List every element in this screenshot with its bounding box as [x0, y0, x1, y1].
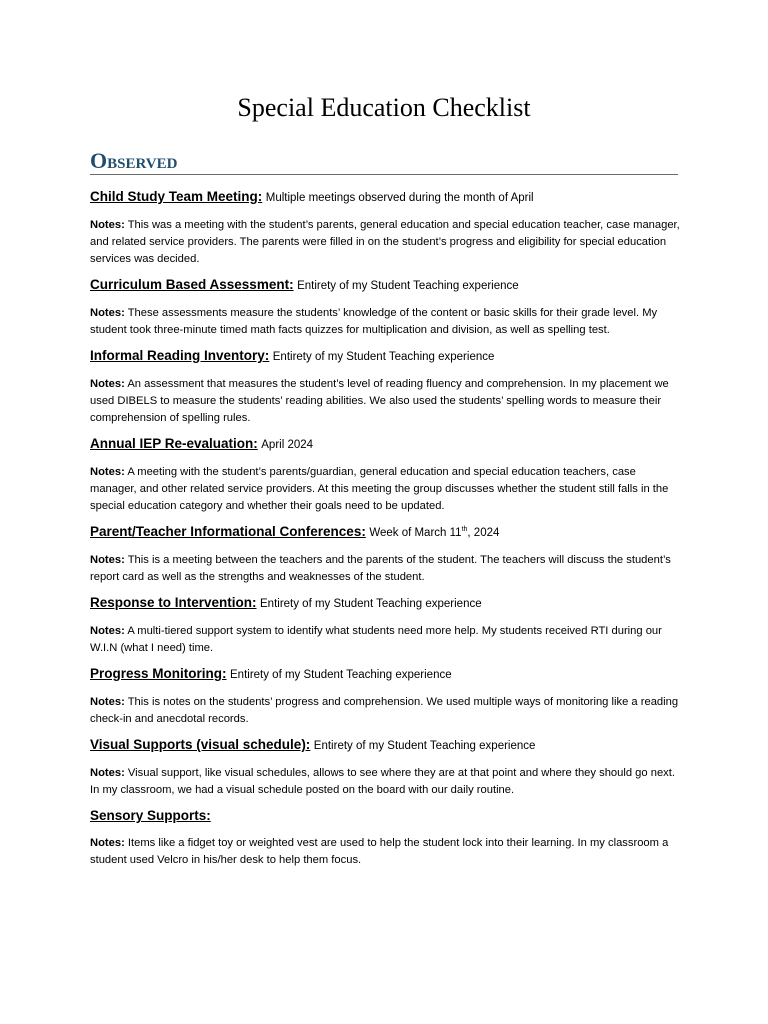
item-title: Child Study Team Meeting:	[90, 189, 263, 204]
checklist-item	[90, 806, 680, 869]
notes-label: Notes:	[90, 307, 125, 319]
checklist-items	[90, 187, 680, 876]
item-detail-year: , 2024	[467, 527, 500, 539]
notes-label: Notes:	[90, 466, 125, 478]
item-title: Curriculum Based Assessment:	[90, 277, 294, 292]
item-notes	[90, 217, 680, 268]
checklist-item	[90, 346, 680, 427]
item-title: Response to Intervention:	[90, 595, 257, 610]
notes-text: A multi-tiered support system to identify what students need more help. My students received RTI during our W.I.N (what I need) time.	[90, 625, 662, 654]
item-notes	[90, 552, 680, 586]
notes-label: Notes:	[90, 554, 125, 566]
item-title: Visual Supports (visual schedule):	[90, 737, 311, 752]
section-heading-observed: Observed	[90, 148, 178, 173]
checklist-item	[90, 434, 680, 515]
item-heading	[90, 806, 680, 826]
ordinal-suffix: th	[461, 526, 468, 534]
checklist-item	[90, 187, 680, 268]
item-detail: April 2024	[261, 439, 314, 451]
item-detail: Multiple meetings observed during the month of April	[265, 192, 534, 204]
section-divider	[90, 174, 678, 175]
item-detail: Entirety of my Student Teaching experience	[297, 280, 519, 292]
item-heading	[90, 187, 680, 208]
item-title: Progress Monitoring:	[90, 666, 227, 681]
item-title: Sensory Supports:	[90, 808, 211, 823]
notes-text: An assessment that measures the student’s level of reading fluency and comprehension. In my placement we used DIBELS to measure the students’ reading abilities. We also used the students’ spelling words to measure their comprehension of spelling rules.	[90, 378, 669, 424]
item-notes	[90, 464, 680, 515]
item-detail: Entirety of my Student Teaching experience	[272, 351, 495, 363]
item-detail: Entirety of my Student Teaching experience	[313, 740, 536, 752]
item-title: Informal Reading Inventory:	[90, 348, 270, 363]
notes-label: Notes:	[90, 219, 125, 231]
item-detail: Entirety of my Student Teaching experience	[260, 598, 482, 610]
notes-text: Items like a fidget toy or weighted vest are used to help the student lock into their learning. In my classroom a student used Velcro in his/her desk to help them focus.	[90, 837, 669, 866]
document-title: Special Education Checklist	[237, 93, 531, 122]
notes-text: These assessments measure the students’ knowledge of the content or basic skills for their grade level. My student took three-minute timed math facts quizzes for multiplication and division, as well as spelling test.	[90, 307, 658, 336]
item-heading	[90, 434, 680, 455]
item-heading	[90, 664, 680, 685]
item-heading	[90, 522, 680, 543]
item-notes	[90, 305, 680, 339]
item-title: Annual IEP Re-evaluation:	[90, 436, 258, 451]
item-notes	[90, 623, 680, 657]
item-heading	[90, 346, 680, 367]
item-detail-date: Week of March 11	[369, 527, 462, 539]
item-heading	[90, 275, 680, 296]
item-heading	[90, 735, 680, 756]
notes-label: Notes:	[90, 696, 125, 708]
item-heading	[90, 593, 680, 614]
notes-text: A meeting with the student’s parents/guardian, general education and special education teachers, case manager, and other related service providers. At this meeting the group discusses whether the student still falls in the special education category and whether their goals need to be updated.	[90, 466, 669, 512]
checklist-item	[90, 664, 680, 728]
notes-label: Notes:	[90, 837, 125, 849]
item-notes	[90, 694, 680, 728]
item-notes	[90, 376, 680, 427]
item-detail	[369, 527, 499, 539]
notes-label: Notes:	[90, 767, 125, 779]
notes-label: Notes:	[90, 625, 125, 637]
item-title: Parent/Teacher Informational Conferences:	[90, 524, 366, 539]
notes-text: This was a meeting with the student’s parents, general education and special education teacher, case manager, and related service providers. The parents were filled in on the student’s progress and eligibility for special education services was decided.	[90, 219, 680, 265]
checklist-item	[90, 593, 680, 657]
notes-text: This is notes on the students’ progress and comprehension. We used multiple ways of monitoring like a reading check-in and anecdotal records.	[90, 696, 679, 725]
notes-label: Notes:	[90, 378, 125, 390]
notes-text: Visual support, like visual schedules, allows to see where they are at that point and where they should go next. In my classroom, we had a visual schedule posted on the board with our daily routine.	[90, 767, 675, 796]
checklist-item	[90, 275, 680, 339]
item-notes	[90, 835, 680, 869]
checklist-item	[90, 522, 680, 586]
item-notes	[90, 765, 680, 799]
notes-text: This is a meeting between the teachers and the parents of the student. The teachers will discuss the student’s report card as well as the strengths and weaknesses of the student.	[90, 554, 671, 583]
checklist-item	[90, 735, 680, 799]
item-detail: Entirety of my Student Teaching experience	[230, 669, 452, 681]
